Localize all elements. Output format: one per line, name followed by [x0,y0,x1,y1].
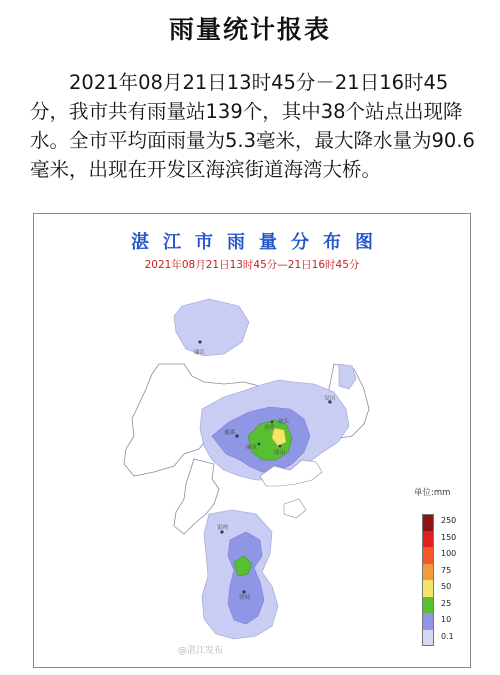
legend-swatch [422,514,434,531]
legend-swatch [422,630,434,647]
legend-label: 0.1 [441,631,454,641]
place-label-chikan: 赤坎 [264,425,276,431]
map-title: 湛江市雨量分布图 [131,232,387,253]
legend-label: 25 [441,598,452,608]
rainfall-map [34,214,472,669]
report-title: 雨量统计报表 [168,15,331,44]
legend-label: 100 [441,549,457,558]
place-label-xuwen: 徐闻 [239,595,251,601]
legend-swatch [422,547,434,564]
legend-label: 75 [441,565,452,575]
legend-label: 50 [441,582,452,591]
legend-label: 250 [441,516,457,525]
legend-label: 10 [441,615,452,624]
place-label-wuchuan: 吴川 [324,396,336,402]
place-label-lianjiang: 廉江 [194,350,206,356]
rainfall-map-card [33,213,471,668]
legend-swatch [422,580,434,597]
place-label-leizhou: 雷州 [217,525,229,531]
map-subtitle: 2021年08月21日13时45分—21日16时45分 [144,259,360,271]
place-label-mazhang: 麻章 [246,445,258,451]
report-summary-text: 2021年08月21日13时45分－21日16时45分，我市共有雨量站139个，其中38个站点出现降水。全市平均面雨量为5.3毫米，最大降水量为90.6毫米，出现在开发区海滨街道海湾大桥。 [30,71,475,181]
legend-swatch [422,564,434,581]
legend-unit: 单位:mm [414,488,451,498]
place-label-suixi: 遂溪 [224,430,236,436]
watermark: @湛江发布 [178,646,224,656]
legend-swatch [422,597,434,614]
place-label-potou: 坡头 [278,419,290,425]
place-label-xiashan: 霞山 [274,450,286,456]
legend-swatch [422,613,434,630]
legend-label: 150 [441,532,457,542]
legend-swatch [422,531,434,548]
